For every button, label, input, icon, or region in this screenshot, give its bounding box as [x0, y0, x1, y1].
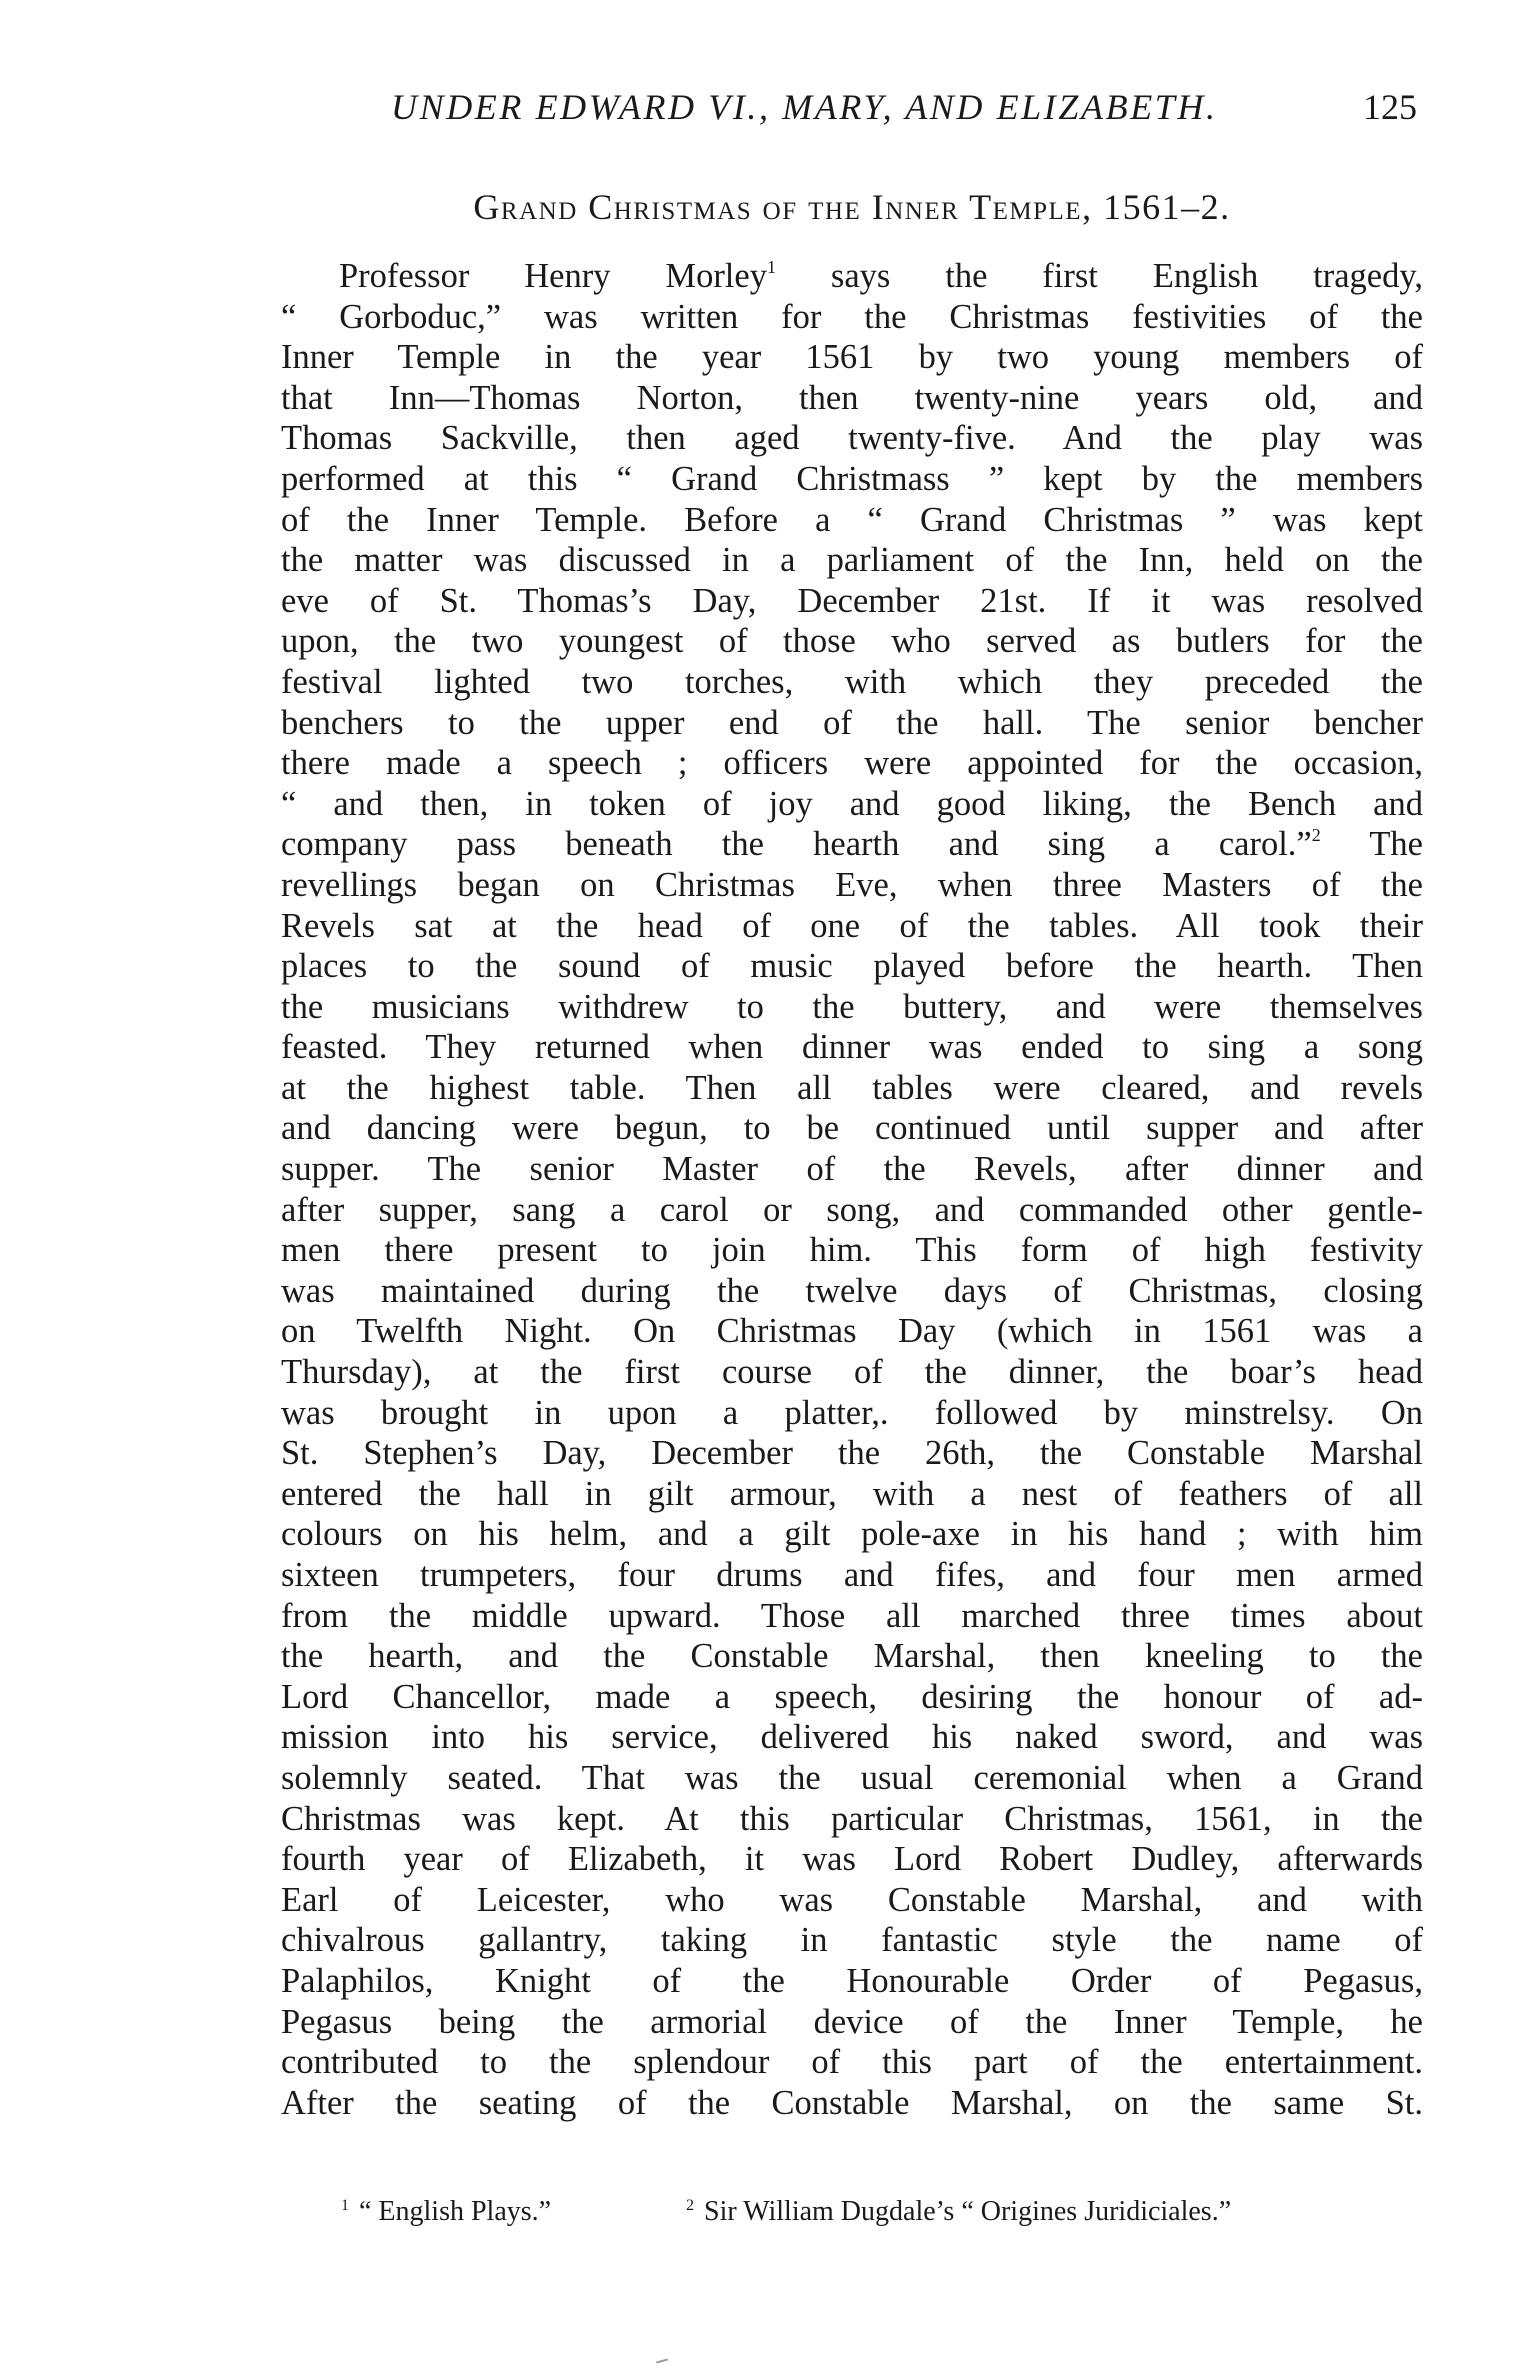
text-line: the hearth, and the Constable Marshal, then kneeling to the [281, 1637, 1423, 1676]
text-line: that Inn—Thomas Norton, then twenty-nine years old, and [281, 378, 1423, 417]
text-line: there made a speech ; officers were appointed for the occasion, [281, 744, 1423, 783]
footnote-text: Sir William Dugdale’s “ Origines Juridiciales.” [704, 2196, 1232, 2227]
text-line: After the seating of the Constable Marshal, on the same St. [281, 2083, 1423, 2122]
text-line: Pegasus being the armorial device of the Inner Temple, he [281, 2002, 1423, 2041]
text-line: after supper, sang a carol or song, and commanded other gentle- [281, 1190, 1423, 1229]
text-line: feasted. They returned when dinner was ended to sing a song [281, 1028, 1423, 1067]
text-line: sixteen trumpeters, four drums and fifes, and four men armed [281, 1556, 1423, 1594]
text-line: performed at this “ Grand Christmass ” kept by the members [281, 459, 1423, 498]
text-line: mission into his service, delivered his naked sword, and was [281, 1718, 1423, 1757]
text-line [281, 824, 1423, 865]
text-line: at the highest table. Then all tables were cleared, and revels [281, 1068, 1423, 1107]
text-line: on Twelfth Night. On Christmas Day (which in 1561 was a [281, 1312, 1423, 1351]
text-line: Inner Temple in the year 1561 by two young members of [281, 338, 1423, 377]
text-line: the musicians withdrew to the buttery, and were themselves [281, 987, 1423, 1026]
text-line: Lord Chancellor, made a speech, desiring the honour of ad- [281, 1677, 1423, 1716]
text-line: Christmas was kept. At this particular Christmas, 1561, in the [281, 1799, 1423, 1838]
text-line [281, 256, 1423, 297]
text-fragment: company pass beneath the hearth and sing a carol.” [281, 825, 1312, 864]
footnotes [281, 2196, 1423, 2240]
footnote-2 [686, 2196, 1231, 2228]
footnote-ref: 1 [766, 257, 776, 277]
footnote-1 [341, 2196, 551, 2228]
text-line: was maintained during the twelve days of Christmas, closing [281, 1271, 1423, 1310]
text-line: St. Stephen’s Day, December the 26th, the Constable Marshal [281, 1434, 1423, 1473]
text-line: entered the hall in gilt armour, with a nest of feathers of all [281, 1474, 1423, 1513]
book-page [281, 0, 1423, 2368]
text-line: colours on his helm, and a gilt pole-axe in his hand ; with him [281, 1515, 1423, 1554]
section-heading: Grand Christmas of the Inner Temple, 1561–2. [473, 187, 1231, 227]
footnote-mark: 1 [341, 2197, 349, 2214]
footnote-text: “ English Plays.” [359, 2196, 552, 2227]
text-line: Thursday), at the first course of the dinner, the boar’s head [281, 1353, 1423, 1392]
text-line: Earl of Leicester, who was Constable Marshal, and with [281, 1880, 1423, 1919]
text-line: was brought in upon a platter,. followed by minstrelsy. On [281, 1393, 1423, 1432]
text-line: Revels sat at the head of one of the tables. All took their [281, 906, 1423, 945]
text-line: supper. The senior Master of the Revels, after dinner and [281, 1150, 1423, 1189]
text-line: upon, the two youngest of those who served as butlers for the [281, 622, 1423, 661]
footnote-ref: 2 [1311, 825, 1321, 846]
text-line: benchers to the upper end of the hall. The senior bencher [281, 703, 1423, 742]
running-head [281, 86, 1423, 132]
page-number: 125 [1363, 87, 1417, 127]
text-line: festival lighted two torches, with which they preceded the [281, 662, 1423, 701]
text-line: and dancing were begun, to be continued until supper and after [281, 1109, 1423, 1148]
text-line: “ Gorboduc,” was written for the Christmas festivities of the [281, 297, 1423, 336]
running-title: UNDER EDWARD VI., MARY, AND ELIZABETH. [391, 87, 1218, 127]
text-line: eve of St. Thomas’s Day, December 21st. If it was resolved [281, 581, 1423, 620]
text-line: Palaphilos, Knight of the Honourable Order of Pegasus, [281, 1961, 1423, 2000]
text-line: “ and then, in token of joy and good liking, the Bench and [281, 784, 1423, 823]
text-line: contributed to the splendour of this part of the entertainment. [281, 2043, 1423, 2082]
text-line: men there present to join him. This form of high festivity [281, 1231, 1423, 1270]
text-line: the matter was discussed in a parliament of the Inn, held on the [281, 541, 1423, 580]
text-line: fourth year of Elizabeth, it was Lord Robert Dudley, afterwards [281, 1840, 1423, 1879]
text-line: Thomas Sackville, then aged twenty-five. And the play was [281, 419, 1423, 458]
text-line: places to the sound of music played before the hearth. Then [281, 947, 1423, 986]
text-fragment: The [1369, 825, 1423, 864]
text-line: of the Inner Temple. Before a “ Grand Christmas ” was kept [281, 500, 1423, 539]
text-fragment: Professor Henry Morley [339, 257, 767, 295]
text-line: revellings began on Christmas Eve, when three Masters of the [281, 865, 1423, 904]
text-line: from the middle upward. Those all marched three times about [281, 1596, 1423, 1635]
footnote-mark: 2 [686, 2197, 694, 2214]
text-line: solemnly seated. That was the usual ceremonial when a Grand [281, 1758, 1423, 1797]
text-line: chivalrous gallantry, taking in fantastic style the name of [281, 1921, 1423, 1960]
body-text [281, 256, 1423, 2123]
text-fragment: says the first English tragedy, [830, 257, 1423, 295]
